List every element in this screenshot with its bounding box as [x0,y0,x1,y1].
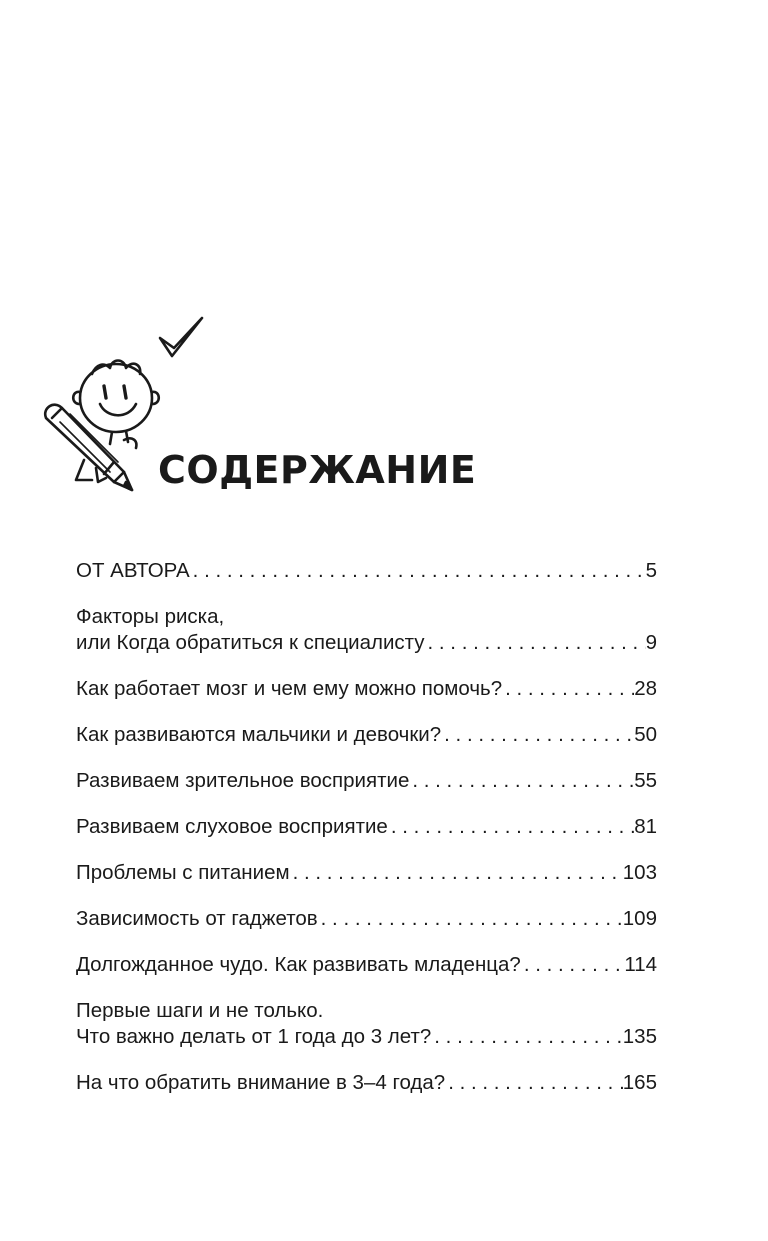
toc-entry[interactable] [76,860,657,886]
toc-entry[interactable] [76,558,657,584]
toc-page-number: 28 [634,677,657,700]
table-of-contents [76,558,657,1116]
toc-entry-title: Как работает мозг и чем ему можно помочь? [76,677,503,700]
dot-leader [318,906,623,932]
toc-entry[interactable] [76,722,657,748]
dot-leader [441,722,634,748]
toc-page-number: 9 [645,631,657,654]
checkmark-icon [160,318,202,356]
toc-entry[interactable] [76,998,657,1050]
dot-leader [290,860,623,886]
toc-page-number: 81 [634,815,657,838]
dot-leader [388,814,634,840]
dot-leader [521,952,624,978]
toc-entry-title-line: Первые шаги и не только. [76,999,324,1022]
dot-leader [425,630,646,656]
toc-entry[interactable] [76,906,657,932]
toc-entry-title: Как развиваются мальчики и девочки? [76,723,442,746]
toc-entry-title: Что важно делать от 1 года до 3 лет? [76,1025,432,1048]
toc-entry-title: Развиваем зрительное восприятие [76,769,410,792]
toc-entry-row [76,906,657,932]
toc-entry-row [76,630,657,656]
toc-page-number: 103 [622,861,657,884]
pencil-icon [45,405,132,490]
toc-entry-row [76,722,657,748]
toc-page-number: 50 [634,723,657,746]
dot-leader [409,768,634,794]
dot-leader [190,558,646,584]
toc-page-number: 109 [622,907,657,930]
toc-entry-title: Долгожданное чудо. Как развивать младенца? [76,953,521,976]
toc-entry-title: или Когда обратиться к специалисту [76,631,425,654]
toc-page-number: 165 [622,1071,657,1094]
dot-leader [431,1024,623,1050]
toc-entry-title: На что обратить внимание в 3–4 года? [76,1071,446,1094]
dot-leader [502,676,634,702]
toc-page-number: 5 [645,559,657,582]
toc-page-number: 55 [634,769,657,792]
toc-entry-row [76,952,657,978]
toc-entry[interactable] [76,676,657,702]
toc-page-number: 135 [622,1025,657,1048]
toc-entry-row [76,1070,657,1096]
toc-entry-row [76,676,657,702]
toc-entry-title-line: Факторы риска, [76,605,225,628]
toc-entry-row [76,768,657,794]
toc-entry-row [76,558,657,584]
toc-entry[interactable] [76,1070,657,1096]
toc-entry[interactable] [76,604,657,656]
toc-entry-title: Проблемы с питанием [76,861,290,884]
toc-page-number: 114 [624,953,657,976]
toc-entry-title: ОТ АВТОРА [76,559,190,582]
toc-entry-row [76,1024,657,1050]
page-title: СОДЕРЖАНИЕ [158,448,477,492]
toc-entry[interactable] [76,768,657,794]
toc-entry-row [76,814,657,840]
dot-leader [445,1070,623,1096]
toc-entry-title: Зависимость от гаджетов [76,907,318,930]
toc-entry-title: Развиваем слуховое восприятие [76,815,388,838]
toc-entry[interactable] [76,814,657,840]
toc-entry-row [76,860,657,886]
toc-entry[interactable] [76,952,657,978]
